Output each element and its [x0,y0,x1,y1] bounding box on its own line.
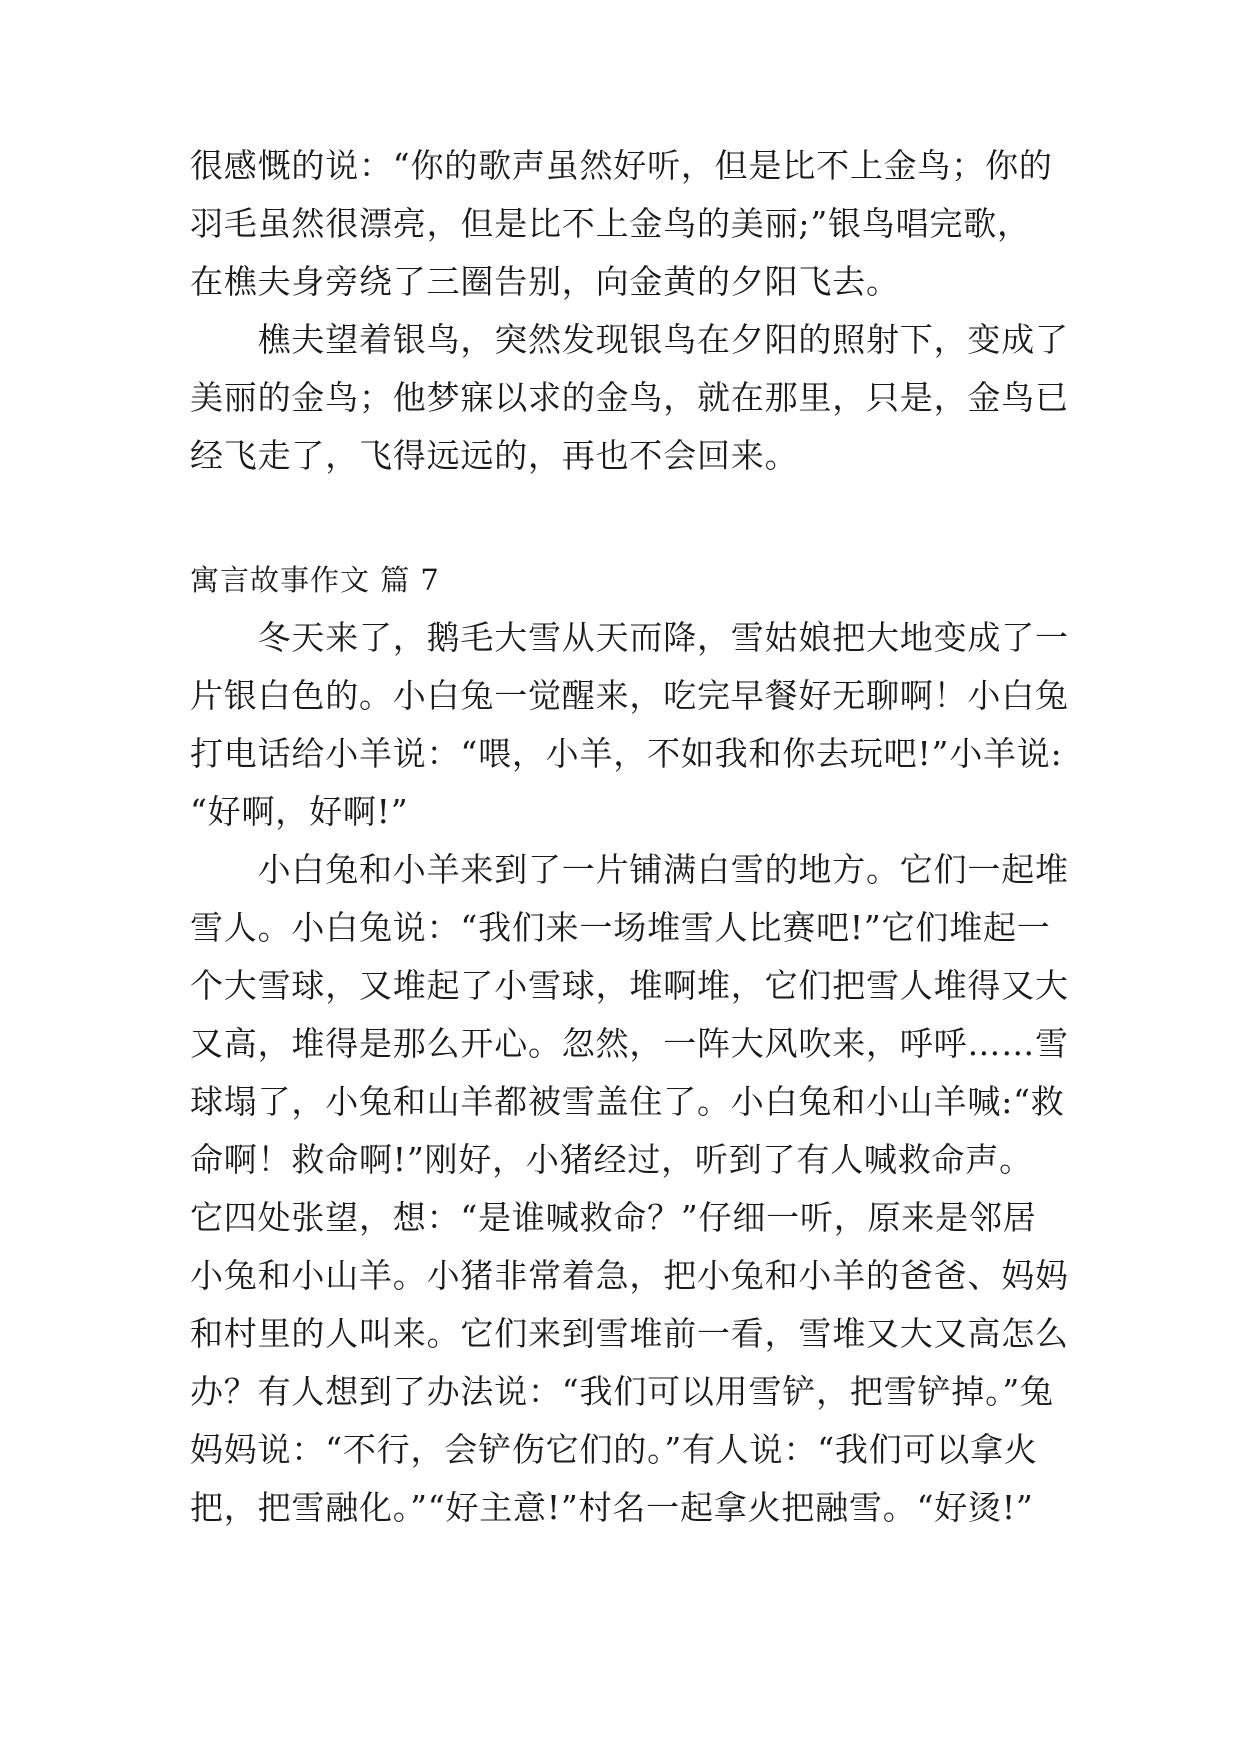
text-line: 办？有人想到了办法说：“我们可以用雪铲，把雪铲掉。”兔 [190,1372,1054,1411]
text-line: 个大雪球，又堆起了小雪球，堆啊堆，它们把雪人堆得又大 [190,966,1069,1005]
text-line: 小兔和小山羊。小猪非常着急，把小兔和小羊的爸爸、妈妈 [190,1256,1069,1295]
text-line: 经飞走了，飞得远远的，再也不会回来。 [190,436,799,475]
text-line: 美丽的金鸟；他梦寐以求的金鸟，就在那里，只是，金鸟已 [190,378,1069,417]
text-line: 很感慨的说：“你的歌声虽然好听，但是比不上金鸟；你的 [190,146,1053,185]
text-line: 和村里的人叫来。它们来到雪堆前一看，雪堆又大又高怎么 [190,1314,1069,1353]
text-line: 羽毛虽然很漂亮，但是比不上金鸟的美丽;”银鸟唱完歌， [190,204,1031,243]
text-line: 樵夫望着银鸟，突然发现银鸟在夕阳的照射下，变成了 [190,320,1069,359]
text-line: 妈妈说：“不行，会铲伤它们的。”有人说：“我们可以拿火 [190,1430,1038,1469]
text-line: 又高，堆得是那么开心。忽然，一阵大风吹来，呼呼……雪 [190,1024,1069,1063]
text-line: 片银白色的。小白兔一觉醒来，吃完早餐好无聊啊！小白兔 [190,676,1069,715]
text-line: 命啊！救命啊!”刚好，小猪经过，听到了有人喊救命声。 [190,1140,1033,1179]
section-heading: 寓言故事作文 篇 7 [190,563,440,597]
text-line: 打电话给小羊说：“喂，小羊，不如我和你去玩吧!”小羊说: [190,734,1063,773]
text-line: 球塌了，小兔和山羊都被雪盖住了。小白兔和小山羊喊:“救 [190,1082,1065,1121]
text-line: 冬天来了，鹅毛大雪从天而降，雪姑娘把大地变成了一 [190,618,1069,657]
text-line: 小白兔和小羊来到了一片铺满白雪的地方。它们一起堆 [190,850,1069,889]
text-line: “好啊，好啊!” [190,792,409,831]
text-line: 在樵夫身旁绕了三圈告别，向金黄的夕阳飞去。 [190,262,900,301]
text-line: 雪人。小白兔说：“我们来一场堆雪人比赛吧!”它们堆起一 [190,908,1051,947]
text-line: 把，把雪融化。”“好主意!”村名一起拿火把融雪。“好烫!” [190,1488,1034,1527]
text-line: 它四处张望，想：“是谁喊救命？”仔细一听，原来是邻居 [190,1198,1037,1237]
